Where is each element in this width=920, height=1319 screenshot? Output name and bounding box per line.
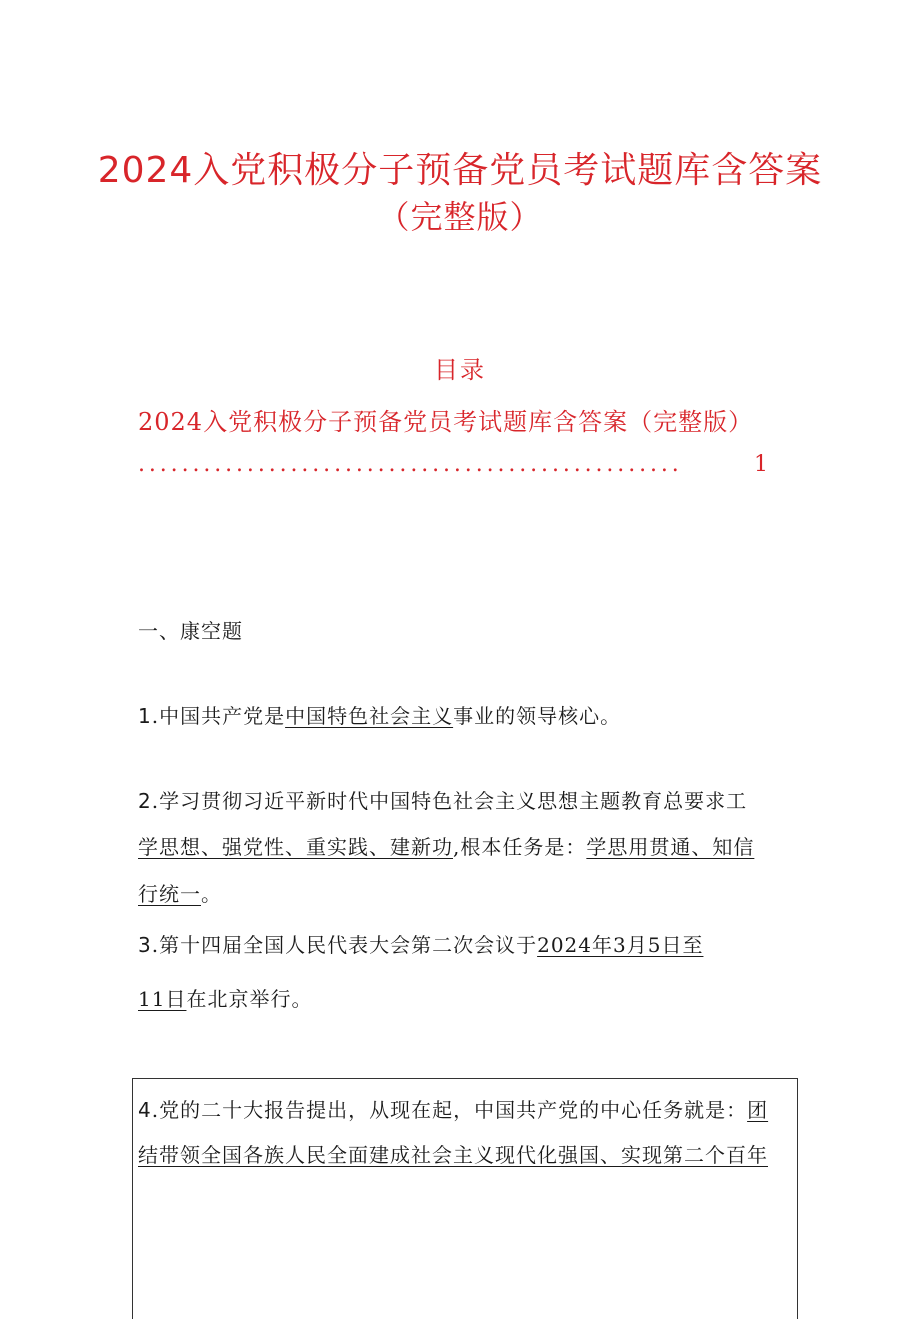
answer-text: 团 — [747, 1098, 769, 1122]
question-number: 3 — [138, 933, 152, 957]
question-text: .学习贯彻习近平新时代中国特色社会主义思想主题教育总要求工 — [151, 789, 748, 813]
question-text: 事业的领导核心。 — [453, 704, 622, 728]
question-number: 2 — [138, 789, 152, 813]
question-2-line-3 — [138, 878, 222, 907]
question-text: .党的二十大报告提出，从现在起，中国共产党的中心任务就是： — [151, 1098, 748, 1122]
answer-text: 结带领全国各族人民全面建成社会主义现代化强国、实现第二个百年 — [138, 1143, 768, 1167]
question-text: .第十四届全国人民代表大会第二次会议于 — [151, 933, 538, 957]
toc-leader[interactable] — [138, 452, 768, 477]
answer-text: 11日 — [138, 987, 187, 1011]
question-4-line-2 — [138, 1139, 768, 1168]
question-3-line-2 — [138, 983, 312, 1012]
question-number: 1 — [138, 704, 152, 728]
answer-text: 中国特色社会主义 — [285, 704, 454, 728]
toc-page-number: 1 — [754, 452, 768, 477]
question-text: 在北京举行。 — [186, 987, 313, 1011]
question-text: .中国共产党是 — [151, 704, 286, 728]
toc-dots: .................................................. — [138, 452, 683, 477]
question-4-line-1 — [138, 1094, 768, 1123]
question-text: 。 — [201, 882, 222, 906]
question-3-line-1 — [138, 929, 703, 958]
question-text: ,根本任务是： — [453, 835, 587, 859]
question-number: 4 — [138, 1098, 152, 1122]
section-heading: 一、康空题 — [138, 619, 243, 643]
document-title-suffix: （完整版） — [377, 198, 543, 236]
answer-text: 学思用贯通、知信 — [586, 835, 755, 859]
question-2-line-1 — [138, 785, 747, 814]
question-1 — [138, 700, 621, 729]
answer-text: 学思想、强党性、重实践、建新功 — [138, 835, 453, 859]
answer-text: 行统一 — [138, 882, 201, 906]
toc-heading: 目录 — [434, 356, 486, 384]
document-title: 2024入党积极分子预备党员考试题库含答案 — [97, 150, 823, 191]
answer-text: 2024年3月5日至 — [537, 933, 704, 957]
question-2-line-2 — [138, 831, 754, 860]
toc-entry[interactable]: 2024入党积极分子预备党员考试题库含答案（完整版） — [138, 408, 754, 436]
